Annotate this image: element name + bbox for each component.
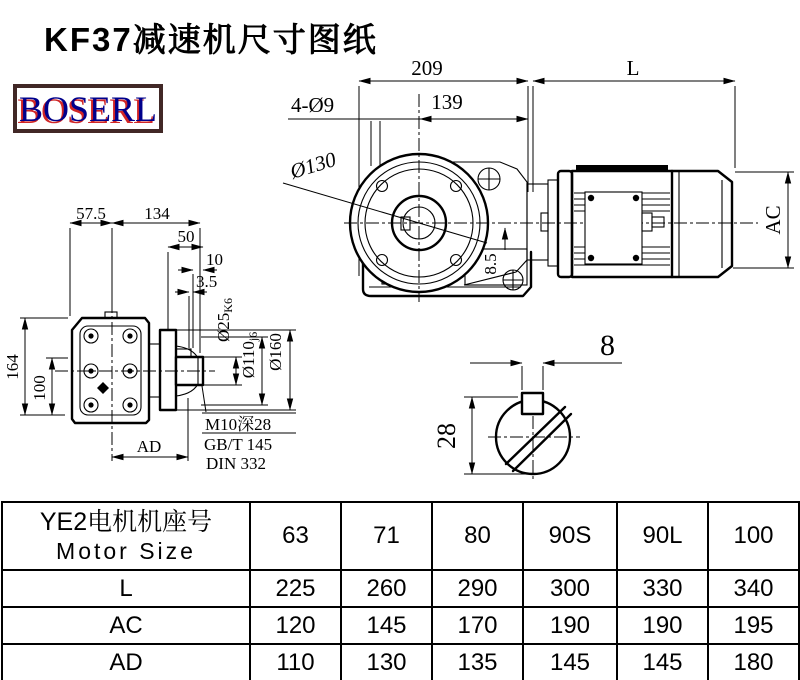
header-motor-size — [2, 502, 250, 570]
cell-AC-71: 145 — [341, 607, 432, 644]
row-label-L: L — [2, 570, 250, 607]
dim-134: 134 — [144, 204, 170, 223]
header-size-100: 100 — [708, 502, 799, 570]
dim-AD: AD — [136, 437, 162, 456]
cell-AC-80: 170 — [432, 607, 523, 644]
bolt-cross-icon — [478, 168, 500, 190]
dim-139: 139 — [431, 90, 463, 114]
gear-unit-top-view — [283, 56, 794, 302]
dim-shaft-diameter: Ø25K6 — [214, 298, 235, 342]
dim-10: 10 — [206, 250, 223, 269]
motor-side-view — [541, 165, 732, 277]
dim-key-width: 8 — [600, 329, 615, 362]
cell-L-63: 225 — [250, 570, 341, 607]
dim-164: 164 — [3, 354, 22, 380]
gearbox-body — [72, 312, 149, 423]
cell-L-71: 260 — [341, 570, 432, 607]
dim-209: 209 — [411, 56, 443, 80]
table-row-AD — [2, 644, 799, 680]
header-motor-size-en: Motor Size — [56, 538, 196, 564]
table-header-row — [2, 502, 799, 570]
header-size-90l: 90L — [617, 502, 708, 570]
boserl-logo-text: BOSERL — [18, 88, 158, 129]
header-size-63: 63 — [250, 502, 341, 570]
dim-key-height: 28 — [432, 423, 461, 449]
dim-50: 50 — [177, 227, 195, 246]
drain-plug-icon — [503, 270, 523, 290]
table-row-L — [2, 570, 799, 607]
tap-hole-note — [202, 386, 296, 473]
dim-L: L — [626, 56, 640, 80]
output-shaft — [149, 330, 203, 410]
standard-din: DIN 332 — [206, 454, 266, 473]
dim-flange-od: Ø160 — [266, 333, 285, 371]
dim-flange-diameter: Ø130 — [287, 147, 339, 184]
header-size-90s: 90S — [523, 502, 617, 570]
dim-pilot-diameter: Ø110j6 — [239, 331, 260, 379]
standard-gbt: GB/T 145 — [204, 435, 273, 454]
dim-3-5: 3.5 — [196, 272, 218, 291]
dim-100: 100 — [30, 375, 49, 401]
dim-8-5: 8.5 — [481, 253, 500, 275]
motor-size-table — [1, 501, 800, 680]
header-size-80: 80 — [432, 502, 523, 570]
table-row-AC — [2, 607, 799, 644]
cell-AD-71: 130 — [341, 644, 432, 680]
cell-AD-100: 180 — [708, 644, 799, 680]
header-size-71: 71 — [341, 502, 432, 570]
cell-AD-90l: 145 — [617, 644, 708, 680]
shaft-section-view — [432, 329, 622, 482]
dim-57-5: 57.5 — [76, 204, 106, 223]
row-label-AC: AC — [2, 607, 250, 644]
dim-bolt-holes: 4-Ø9 — [291, 93, 335, 117]
cell-AC-90l: 190 — [617, 607, 708, 644]
header-motor-size-cn: YE2电机机座号 — [39, 508, 213, 536]
tap-spec: M10深28 — [205, 415, 272, 434]
dim-AC: AC — [761, 205, 785, 235]
cell-AD-90s: 145 — [523, 644, 617, 680]
cell-L-90s: 300 — [523, 570, 617, 607]
cell-AD-80: 135 — [432, 644, 523, 680]
row-label-AD: AD — [2, 644, 250, 680]
cell-L-80: 290 — [432, 570, 523, 607]
page-title: KF37减速机尺寸图纸 — [44, 21, 378, 58]
cell-AC-90s: 190 — [523, 607, 617, 644]
cell-L-90l: 330 — [617, 570, 708, 607]
gear-unit-side-view — [3, 204, 296, 473]
cell-AD-63: 110 — [250, 644, 341, 680]
cell-AC-63: 120 — [250, 607, 341, 644]
cell-AC-100: 195 — [708, 607, 799, 644]
cell-L-100: 340 — [708, 570, 799, 607]
